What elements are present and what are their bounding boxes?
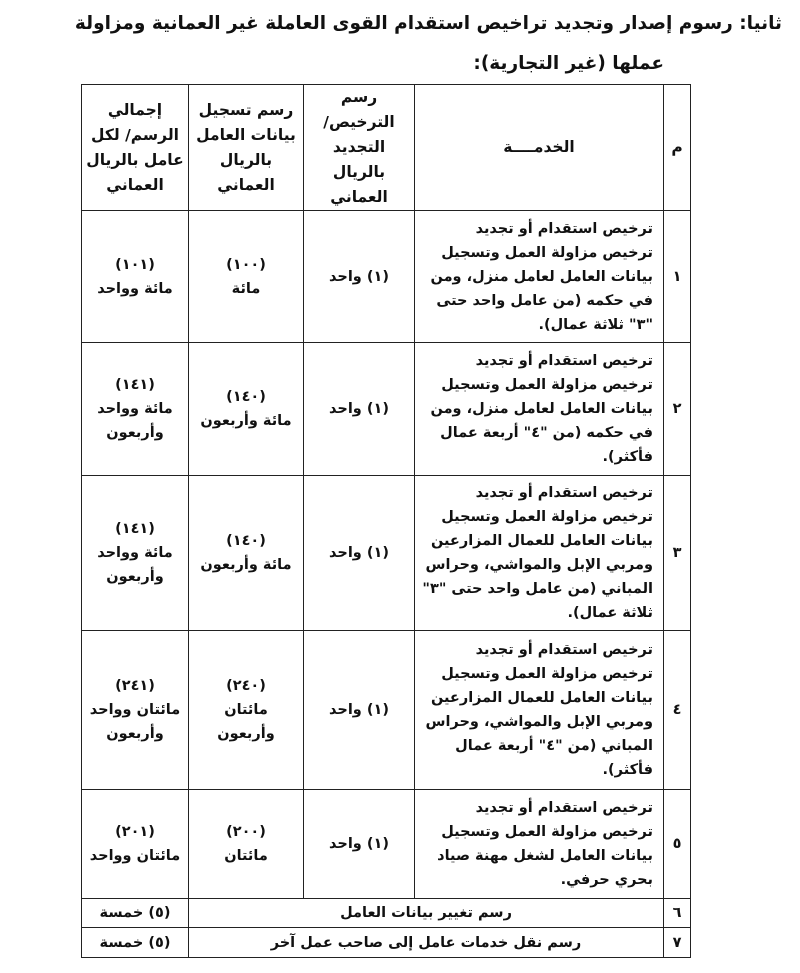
row-license-fee: (١) واحد <box>304 343 415 476</box>
section-heading-lead: ثانيا: <box>739 13 782 34</box>
row-service: ترخيص استقدام أو تجديد ترخيص مزاولة العمل وتسجيل بيانات العامل لعامل منزل، ومن في حكمه (من "٤" أربعة عمال فأكثر). <box>415 343 664 476</box>
row-registration-fee <box>189 790 304 899</box>
total-words: مائة وواحد وأربعون <box>97 401 173 441</box>
section-heading-line1: رسوم إصدار وتجديد تراخيص استقدام القوى العاملة غير العمانية ومزاولة <box>74 13 733 34</box>
row-number: ١ <box>664 211 691 343</box>
total-amount: (١٠١) <box>115 256 155 273</box>
row-service-merged: رسم نقل خدمات عامل إلى صاحب عمل آخر <box>189 928 664 958</box>
row-total-fee <box>82 631 189 790</box>
registration-words: مائة وأربعون <box>200 413 292 429</box>
registration-words: مائة <box>231 280 261 297</box>
header-total-fee: إجمالي الرسم/ لكل عامل بالريال العماني <box>82 85 189 211</box>
row-number: ٢ <box>664 343 691 476</box>
total-words: مائة وواحد <box>97 280 173 297</box>
total-words: مائتان وواحد <box>89 848 181 864</box>
table-row <box>82 899 691 928</box>
row-license-fee: (١) واحد <box>304 790 415 899</box>
registration-amount: (١٤٠) <box>226 533 266 549</box>
header-number: م <box>664 85 691 211</box>
total-amount: (١٤١) <box>115 521 155 537</box>
row-number: ٧ <box>664 928 691 958</box>
table-row <box>82 631 691 790</box>
section-heading-line2: عملها (غير التجارية): <box>473 53 664 74</box>
row-registration-fee <box>189 211 304 343</box>
row-total-fee <box>82 790 189 899</box>
total-amount: (٢٠١) <box>115 824 155 840</box>
row-service: ترخيص استقدام أو تجديد ترخيص مزاولة العمل وتسجيل بيانات العامل للعمال المزارعين ومربي الإبل والمواشي، وحراس المباني (من "٤" أربعة عمال فأكثر). <box>415 631 664 790</box>
registration-amount: (١٤٠) <box>226 389 266 405</box>
total-amount: (٢٤١) <box>115 678 155 694</box>
total-words: مائتان وواحد وأربعون <box>89 702 181 742</box>
table-header-row <box>82 85 691 211</box>
header-license-fee: رسم الترخيص/ التجديد بالريال العماني <box>304 85 415 211</box>
total-words: مائة وواحد وأربعون <box>97 545 173 585</box>
table-row <box>82 211 691 343</box>
section-heading <box>12 4 782 84</box>
row-total-fee <box>82 476 189 631</box>
row-registration-fee <box>189 343 304 476</box>
fees-table <box>81 84 691 958</box>
row-total-fee: (٥) خمسة <box>82 928 189 958</box>
row-total-fee <box>82 343 189 476</box>
table-row <box>82 343 691 476</box>
registration-words: مائتان وأربعون <box>217 702 275 742</box>
row-number: ٤ <box>664 631 691 790</box>
row-service-merged: رسم تغيير بيانات العامل <box>189 899 664 928</box>
total-amount: (١٤١) <box>115 377 155 393</box>
table-row <box>82 790 691 899</box>
registration-words: مائة وأربعون <box>200 557 292 573</box>
row-number: ٥ <box>664 790 691 899</box>
row-service: ترخيص استقدام أو تجديد ترخيص مزاولة العمل وتسجيل بيانات العامل لشغل مهنة صياد بحري حرفي. <box>415 790 664 899</box>
row-license-fee: (١) واحد <box>304 476 415 631</box>
row-license-fee: (١) واحد <box>304 211 415 343</box>
row-number: ٦ <box>664 899 691 928</box>
header-registration-fee: رسم تسجيل بيانات العامل بالريال العماني <box>189 85 304 211</box>
registration-amount: (٢٤٠) <box>226 678 266 694</box>
header-service: الخدمــــة <box>415 85 664 211</box>
registration-words: مائتان <box>224 848 268 864</box>
row-license-fee: (١) واحد <box>304 631 415 790</box>
row-total-fee <box>82 211 189 343</box>
row-registration-fee <box>189 476 304 631</box>
row-total-fee: (٥) خمسة <box>82 899 189 928</box>
table-row <box>82 928 691 958</box>
row-service: ترخيص استقدام أو تجديد ترخيص مزاولة العمل وتسجيل بيانات العامل للعمال المزارعين ومربي الإبل والمواشي، وحراس المباني (من عامل واحد حتى "٣" ثلاثة عمال). <box>415 476 664 631</box>
row-number: ٣ <box>664 476 691 631</box>
table-row <box>82 476 691 631</box>
registration-amount: (١٠٠) <box>226 256 266 273</box>
row-service: ترخيص استقدام أو تجديد ترخيص مزاولة العمل وتسجيل بيانات العامل لعامل منزل، ومن في حكمه (من عامل واحد حتى "٣" ثلاثة عمال). <box>415 211 664 343</box>
row-registration-fee <box>189 631 304 790</box>
registration-amount: (٢٠٠) <box>226 824 266 840</box>
